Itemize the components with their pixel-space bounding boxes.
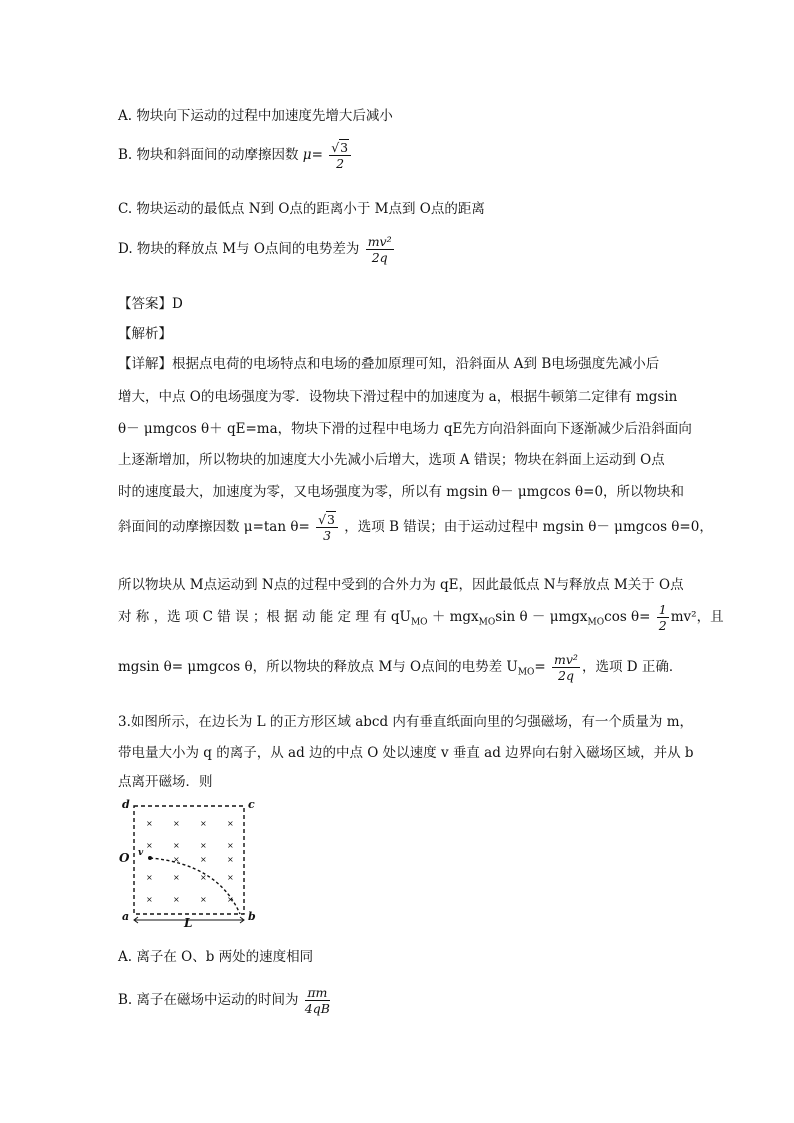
option-d [118, 234, 396, 265]
label-a: a [122, 910, 130, 923]
line-9-part-a: mgsin θ= μmgcos θ，所以物块的释放点 M与 O点间的电势差 U [118, 659, 518, 675]
option-b-fraction: $\frac{√3}{2}$ [329, 140, 351, 171]
option-a: A. 物块向下运动的过程中加速度先增大后减小 [118, 108, 393, 124]
option-b-numerator: 3 [340, 140, 349, 155]
analysis-line-9 [118, 652, 683, 683]
analysis-line-6 [118, 512, 713, 543]
option-d-numerator: mv² [367, 234, 392, 249]
voltage-numerator: mv² [554, 652, 578, 667]
q3-option-a: A. 离子在 O、b 两处的速度相同 [118, 949, 314, 965]
line-9-part-b: ，选项 D 正确． [581, 659, 683, 675]
magnetic-field-figure [118, 798, 268, 928]
sub-mo-1: MO [410, 617, 428, 628]
analysis-line-7: 所以物块从 M点运动到 N点的过程中受到的合外力为 qE，因此最低点 N与释放点 M关于 O点 [118, 577, 684, 593]
time-denominator: 4qB [304, 1001, 330, 1016]
analysis-line-5: 时的速度最大，加速度为零，又电场强度为零，所以有 mgsin θ－ μmgcos θ=0，所以物块和 [118, 484, 685, 500]
time-fraction [305, 985, 330, 1016]
field-mark: × [200, 855, 207, 864]
half-fraction [657, 602, 669, 633]
line-8-part-c: sin θ － μmgx [495, 609, 588, 625]
analysis-line-6a: 斜面间的动摩擦因数 μ=tan θ= [118, 519, 310, 535]
field-mark: × [227, 841, 234, 850]
label-o: O [119, 851, 130, 865]
analysis-label: 【解析】 [118, 326, 172, 342]
q3-option-b-text: B. 离子在磁场中运动的时间为 [118, 992, 303, 1008]
analysis-line-3: θ－ μmgcos θ＋ qE=ma，物块下滑的过程中电场力 qE先方向沿斜面向下逐渐减少后沿斜面向 [118, 421, 692, 437]
sub-mo-2: MO [478, 617, 496, 628]
tan-fraction: $\frac{√3}{3}$ [316, 512, 338, 543]
time-numerator: πm [305, 985, 330, 1001]
field-mark: × [173, 819, 180, 828]
analysis-line-1: 【详解】根据点电荷的电场特点和电场的叠加原理可知，沿斜面从 A到 B电场强度先减小后 [118, 356, 660, 372]
option-b-text: B. 物块和斜面间的动摩擦因数 [118, 147, 303, 163]
field-mark: × [200, 873, 207, 882]
option-d-fraction [366, 234, 394, 265]
option-c: C. 物块运动的最低点 N到 O点的距离小于 M点到 O点的距离 [118, 201, 485, 217]
q3-line-1: 3.如图所示，在边长为 L 的正方形区域 abcd 内有垂直纸面向里的匀强磁场，有一个质量为 m， [118, 714, 693, 730]
label-v: v [138, 848, 144, 858]
q3-line-3: 点离开磁场．则 [118, 774, 213, 790]
line-8-part-b: ＋ mgx [427, 609, 479, 625]
line-8-part-d: cos θ= [604, 609, 651, 625]
line-9-eq: = [534, 659, 546, 675]
field-mark: × [200, 841, 207, 850]
field-mark: × [173, 855, 180, 864]
field-mark: × [146, 819, 153, 828]
voltage-fraction [552, 652, 580, 683]
field-mark: × [227, 873, 234, 882]
line-8-part-e: mv²，且 [670, 609, 724, 625]
label-c: c [248, 798, 255, 811]
label-l: L [184, 916, 193, 928]
field-mark: × [200, 819, 207, 828]
field-mark: × [146, 841, 153, 850]
mu-symbol: μ= [302, 147, 323, 163]
field-mark: × [227, 895, 234, 904]
label-d: d [122, 798, 130, 811]
field-mark: × [227, 855, 234, 864]
analysis-line-2: 增大，中点 O的电场强度为零．设物块下滑过程中的加速度为 a，根据牛顿第二定律有 mgsin [118, 389, 678, 405]
start-point [148, 856, 152, 860]
half-numerator: 1 [658, 602, 667, 617]
q3-option-b [118, 985, 332, 1016]
trajectory-path [150, 858, 240, 914]
field-mark: × [173, 841, 180, 850]
label-b: b [248, 910, 256, 923]
voltage-denominator: 2q [558, 668, 574, 683]
tan-numerator: 3 [327, 512, 335, 527]
sub-mo-3: MO [587, 617, 605, 628]
field-mark: × [227, 819, 234, 828]
field-mark: × [146, 873, 153, 882]
line-8-part-a: 对 称 ，选 项 C 错 误 ；根 据 动 能 定 理 有 qU [118, 609, 411, 625]
option-d-denominator: 2q [371, 250, 388, 265]
field-mark: × [173, 873, 180, 882]
analysis-line-4: 上逐渐增加，所以物块的加速度大小先减小后增大，选项 A 错误；物块在斜面上运动到 O点 [118, 452, 665, 468]
tan-denominator: 3 [323, 528, 332, 543]
half-denominator: 2 [658, 618, 667, 633]
field-mark: × [200, 895, 207, 904]
sub-mo-4: MO [517, 667, 535, 678]
option-b-denominator: 2 [336, 156, 345, 171]
q3-line-2: 带电量大小为 q 的离子，从 ad 边的中点 O 处以速度 v 垂直 ad 边界向右射入磁场区域，并从 b [118, 745, 694, 761]
option-d-text: D. 物块的释放点 M与 O点间的电势差为 [118, 241, 364, 257]
field-mark: × [146, 895, 153, 904]
answer: 【答案】D [118, 296, 183, 312]
analysis-line-8 [118, 602, 724, 633]
analysis-line-6b: ，选项 B 错误；由于运动过程中 mgsin θ－ μmgcos θ=0， [344, 519, 713, 535]
option-b [118, 140, 353, 171]
field-mark: × [173, 895, 180, 904]
